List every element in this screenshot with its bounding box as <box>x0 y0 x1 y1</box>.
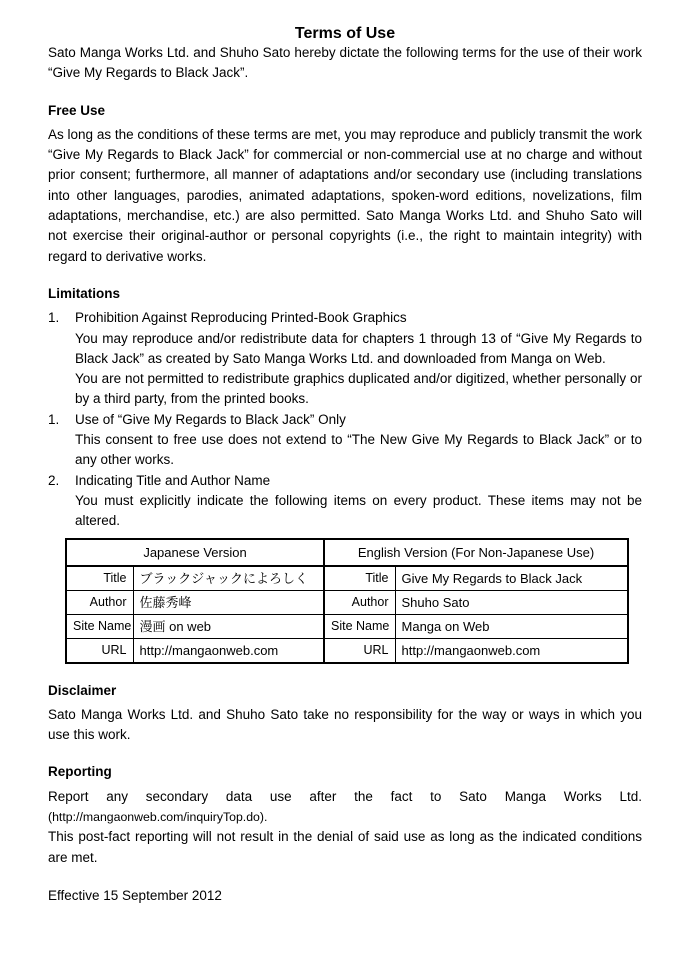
table-header-row <box>66 539 628 566</box>
list-item-title: Indicating Title and Author Name <box>75 472 271 488</box>
row-label-jp: URL <box>66 638 133 663</box>
table-row <box>66 638 628 663</box>
list-item-title: Use of “Give My Regards to Black Jack” Only <box>75 411 346 427</box>
table-header-japanese: Japanese Version <box>66 539 324 566</box>
row-value-en: Shuho Sato <box>395 590 628 614</box>
table-row <box>66 566 628 591</box>
list-item-number: 1. <box>48 310 60 326</box>
list-item-paragraph: You must explicitly indicate the following items on every product. These items may not be altered. <box>75 492 642 529</box>
row-value-jp: ブラックジャックによろしく <box>133 566 324 591</box>
row-label-jp: Title <box>66 566 133 591</box>
table-header-english: English Version (For Non-Japanese Use) <box>324 539 628 566</box>
disclaimer-body: Sato Manga Works Ltd. and Shuho Sato take no responsibility for the way or ways in which you use this work. <box>48 706 642 743</box>
row-label-jp: Site Name <box>66 614 133 638</box>
row-label-en: URL <box>324 638 395 663</box>
row-label-en: Title <box>324 566 395 591</box>
table-row <box>66 590 628 614</box>
table-row <box>66 614 628 638</box>
row-value-en: http://mangaonweb.com <box>395 638 628 663</box>
list-item-number: 1. <box>48 411 60 427</box>
list-item-paragraph: This consent to free use does not extend to “The New Give My Regards to Black Jack” or to any other works. <box>75 432 642 468</box>
row-label-en: Author <box>324 590 395 614</box>
row-label-en: Site Name <box>324 614 395 638</box>
heading-limitations: Limitations <box>48 285 121 301</box>
row-value-jp: 漫画 on web <box>133 614 324 638</box>
list-item <box>48 308 642 409</box>
list-item-paragraph: You may reproduce and/or redistribute data for chapters 1 through 13 of “Give My Regards to Black Jack” as created by Sato Manga Works Ltd. and downloaded from Manga on Web. <box>75 330 642 366</box>
heading-free-use: Free Use <box>48 102 106 118</box>
row-value-en: Manga on Web <box>395 614 628 638</box>
effective-date: Effective 15 September 2012 <box>48 887 222 903</box>
attribution-table <box>65 538 629 664</box>
heading-reporting: Reporting <box>48 764 112 780</box>
row-value-jp: http://mangaonweb.com <box>133 638 324 663</box>
heading-disclaimer: Disclaimer <box>48 682 117 698</box>
reporting-followup: This post-fact reporting will not result in the denial of said use as long as the indicated conditions are met. <box>48 829 642 865</box>
row-value-jp: 佐藤秀峰 <box>133 590 324 614</box>
reporting-line: Report any secondary data use after the fact to Sato Manga Works Ltd. <box>48 788 642 804</box>
list-item-number: 2. <box>48 472 60 488</box>
limitations-list <box>48 308 642 531</box>
reporting-url: (http://mangaonweb.com/inquiryTop.do). <box>48 810 268 825</box>
list-item <box>48 410 642 471</box>
list-item <box>48 471 642 532</box>
list-item-title: Prohibition Against Reproducing Printed-Book Graphics <box>75 310 407 326</box>
free-use-body: As long as the conditions of these terms are met, you may reproduce and publicly transmit the work “Give My Regards to Black Jack” for commercial or non-commercial use at no charge and without prior consent; furthermore, all manner of adaptations and/or secondary use (including translations into other languages, parodies, animated adaptations, spoken-word editions, novelizations, film adaptations, merchandise, etc.) are also permitted. Sato Manga Works Ltd. and Shuho Sato will not exercise their original-author or personal copyrights (i.e., the right to maintain integrity) with regard to derivative works. <box>48 126 642 264</box>
row-label-jp: Author <box>66 590 133 614</box>
page-title: Terms of Use <box>294 25 396 42</box>
intro-paragraph: Sato Manga Works Ltd. and Shuho Sato hereby dictate the following terms for the use of their work “Give My Regards to Black Jack”. <box>48 45 642 81</box>
list-item-paragraph: You are not permitted to redistribute graphics duplicated and/or digitized, whether personally or by a third party, from the printed books. <box>75 371 642 407</box>
row-value-en: Give My Regards to Black Jack <box>395 566 628 591</box>
